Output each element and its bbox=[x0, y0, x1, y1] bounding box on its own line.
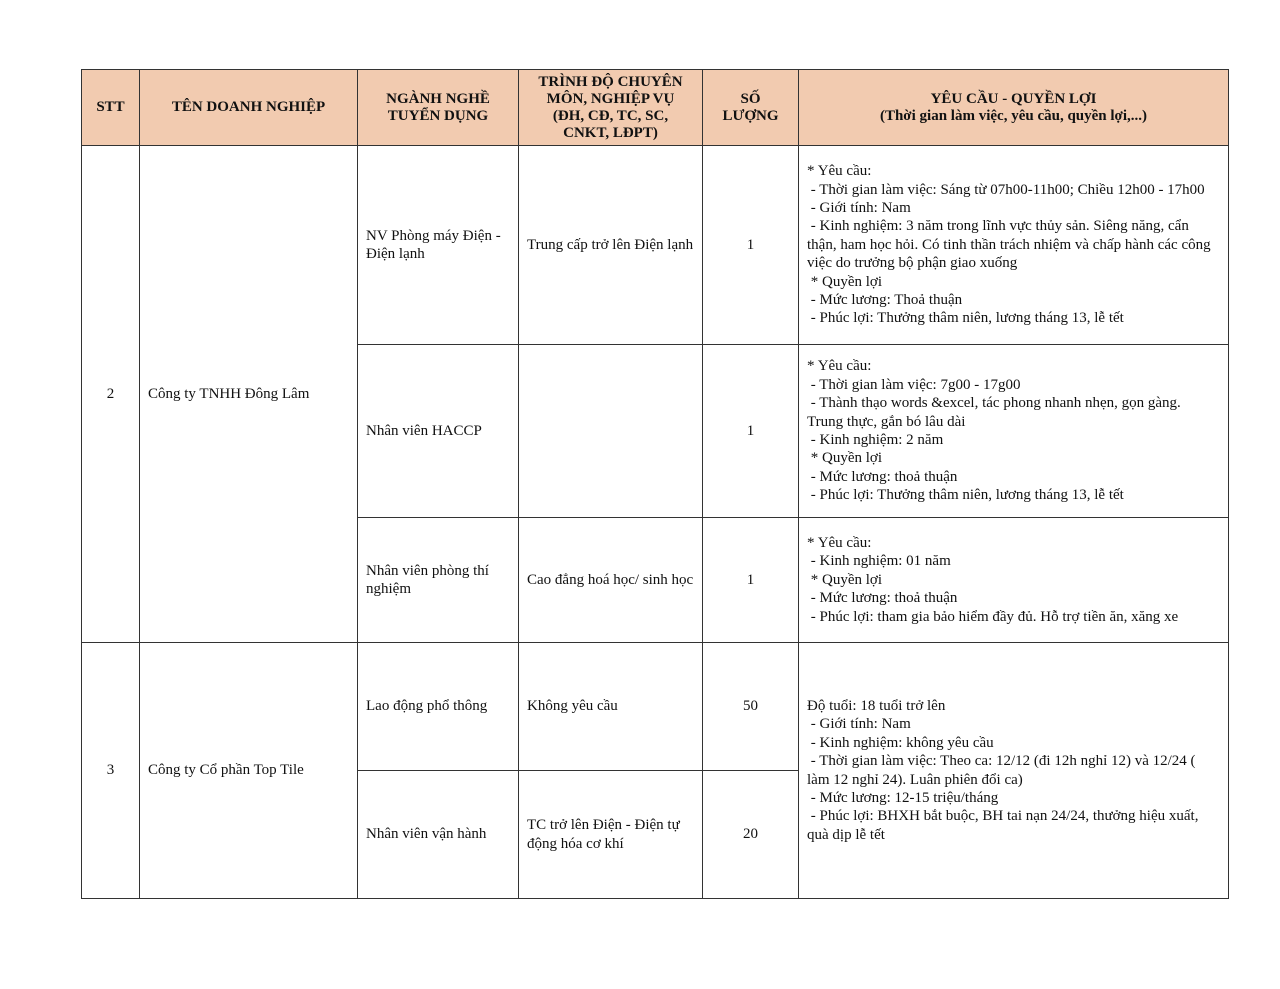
stt-cell: 2 bbox=[82, 146, 140, 643]
level-cell: Trung cấp trở lên Điện lạnh bbox=[519, 146, 703, 345]
details-cell: * Yêu cầu: - Thời gian làm việc: 7g00 - 17g00 - Thành thạo words &excel, tác phong nhanh nhẹn, gọn gàng. Trung thực, gắn bó lâu dài - Kinh nghiệm: 2 năm * Quyền lợi - Mức lương: thoả thuận - Phúc lợi: Thưởng thâm niên, lương tháng 13, lễ tết bbox=[799, 345, 1229, 518]
quantity-cell: 1 bbox=[703, 146, 799, 345]
level-cell bbox=[519, 345, 703, 518]
table-row bbox=[82, 643, 1229, 771]
quantity-cell: 20 bbox=[703, 771, 799, 899]
level-cell: TC trở lên Điện - Điện tự động hóa cơ khí bbox=[519, 771, 703, 899]
company-name-cell: Công ty Cổ phần Top Tile bbox=[140, 643, 358, 899]
position-cell: Nhân viên phòng thí nghiệm bbox=[358, 518, 519, 643]
quantity-cell: 1 bbox=[703, 345, 799, 518]
header-level: TRÌNH ĐỘ CHUYÊN MÔN, NGHIỆP VỤ (ĐH, CĐ, TC, SC, CNKT, LĐPT) bbox=[519, 70, 703, 146]
header-quantity: SỐ LƯỢNG bbox=[703, 70, 799, 146]
header-requirements: YÊU CẦU - QUYỀN LỢI (Thời gian làm việc, yêu cầu, quyền lợi,...) bbox=[799, 70, 1229, 146]
level-cell: Không yêu cầu bbox=[519, 643, 703, 771]
header-company: TÊN DOANH NGHIỆP bbox=[140, 70, 358, 146]
quantity-cell: 50 bbox=[703, 643, 799, 771]
quantity-cell: 1 bbox=[703, 518, 799, 643]
position-cell: Nhân viên vận hành bbox=[358, 771, 519, 899]
details-cell: * Yêu cầu: - Thời gian làm việc: Sáng từ 07h00-11h00; Chiều 12h00 - 17h00 - Giới tính: Nam - Kinh nghiệm: 3 năm trong lĩnh vực thủy sản. Siêng năng, cẩn thận, ham học hỏi. Có tinh thần trách nhiệm và chấp hành các công việc do trưởng bộ phận giao xuống * Quyền lợi - Mức lương: Thoả thuận - Phúc lợi: Thưởng thâm niên, lương tháng 13, lễ tết bbox=[799, 146, 1229, 345]
details-cell: Độ tuổi: 18 tuổi trở lên - Giới tính: Nam - Kinh nghiệm: không yêu cầu - Thời gian làm việc: Theo ca: 12/12 (đi 12h nghỉ 12) và 12/24 ( làm 12 nghỉ 24). Luân phiên đổi ca) - Mức lương: 12-15 triệu/tháng - Phúc lợi: BHXH bắt buộc, BH tai nạn 24/24, thưởng hiệu xuất, quà dịp lễ tết bbox=[799, 643, 1229, 899]
position-cell: Lao động phổ thông bbox=[358, 643, 519, 771]
recruitment-table bbox=[81, 69, 1229, 899]
company-name-cell: Công ty TNHH Đông Lâm bbox=[140, 146, 358, 643]
position-cell: NV Phòng máy Điện - Điện lạnh bbox=[358, 146, 519, 345]
level-cell: Cao đẳng hoá học/ sinh học bbox=[519, 518, 703, 643]
table-header-row bbox=[82, 70, 1229, 146]
position-cell: Nhân viên HACCP bbox=[358, 345, 519, 518]
header-stt: STT bbox=[82, 70, 140, 146]
stt-cell: 3 bbox=[82, 643, 140, 899]
header-position: NGÀNH NGHỀ TUYỂN DỤNG bbox=[358, 70, 519, 146]
details-cell: * Yêu cầu: - Kinh nghiệm: 01 năm * Quyền lợi - Mức lương: thoả thuận - Phúc lợi: tham gia bảo hiểm đầy đủ. Hỗ trợ tiền ăn, xăng xe bbox=[799, 518, 1229, 643]
table-row bbox=[82, 146, 1229, 345]
